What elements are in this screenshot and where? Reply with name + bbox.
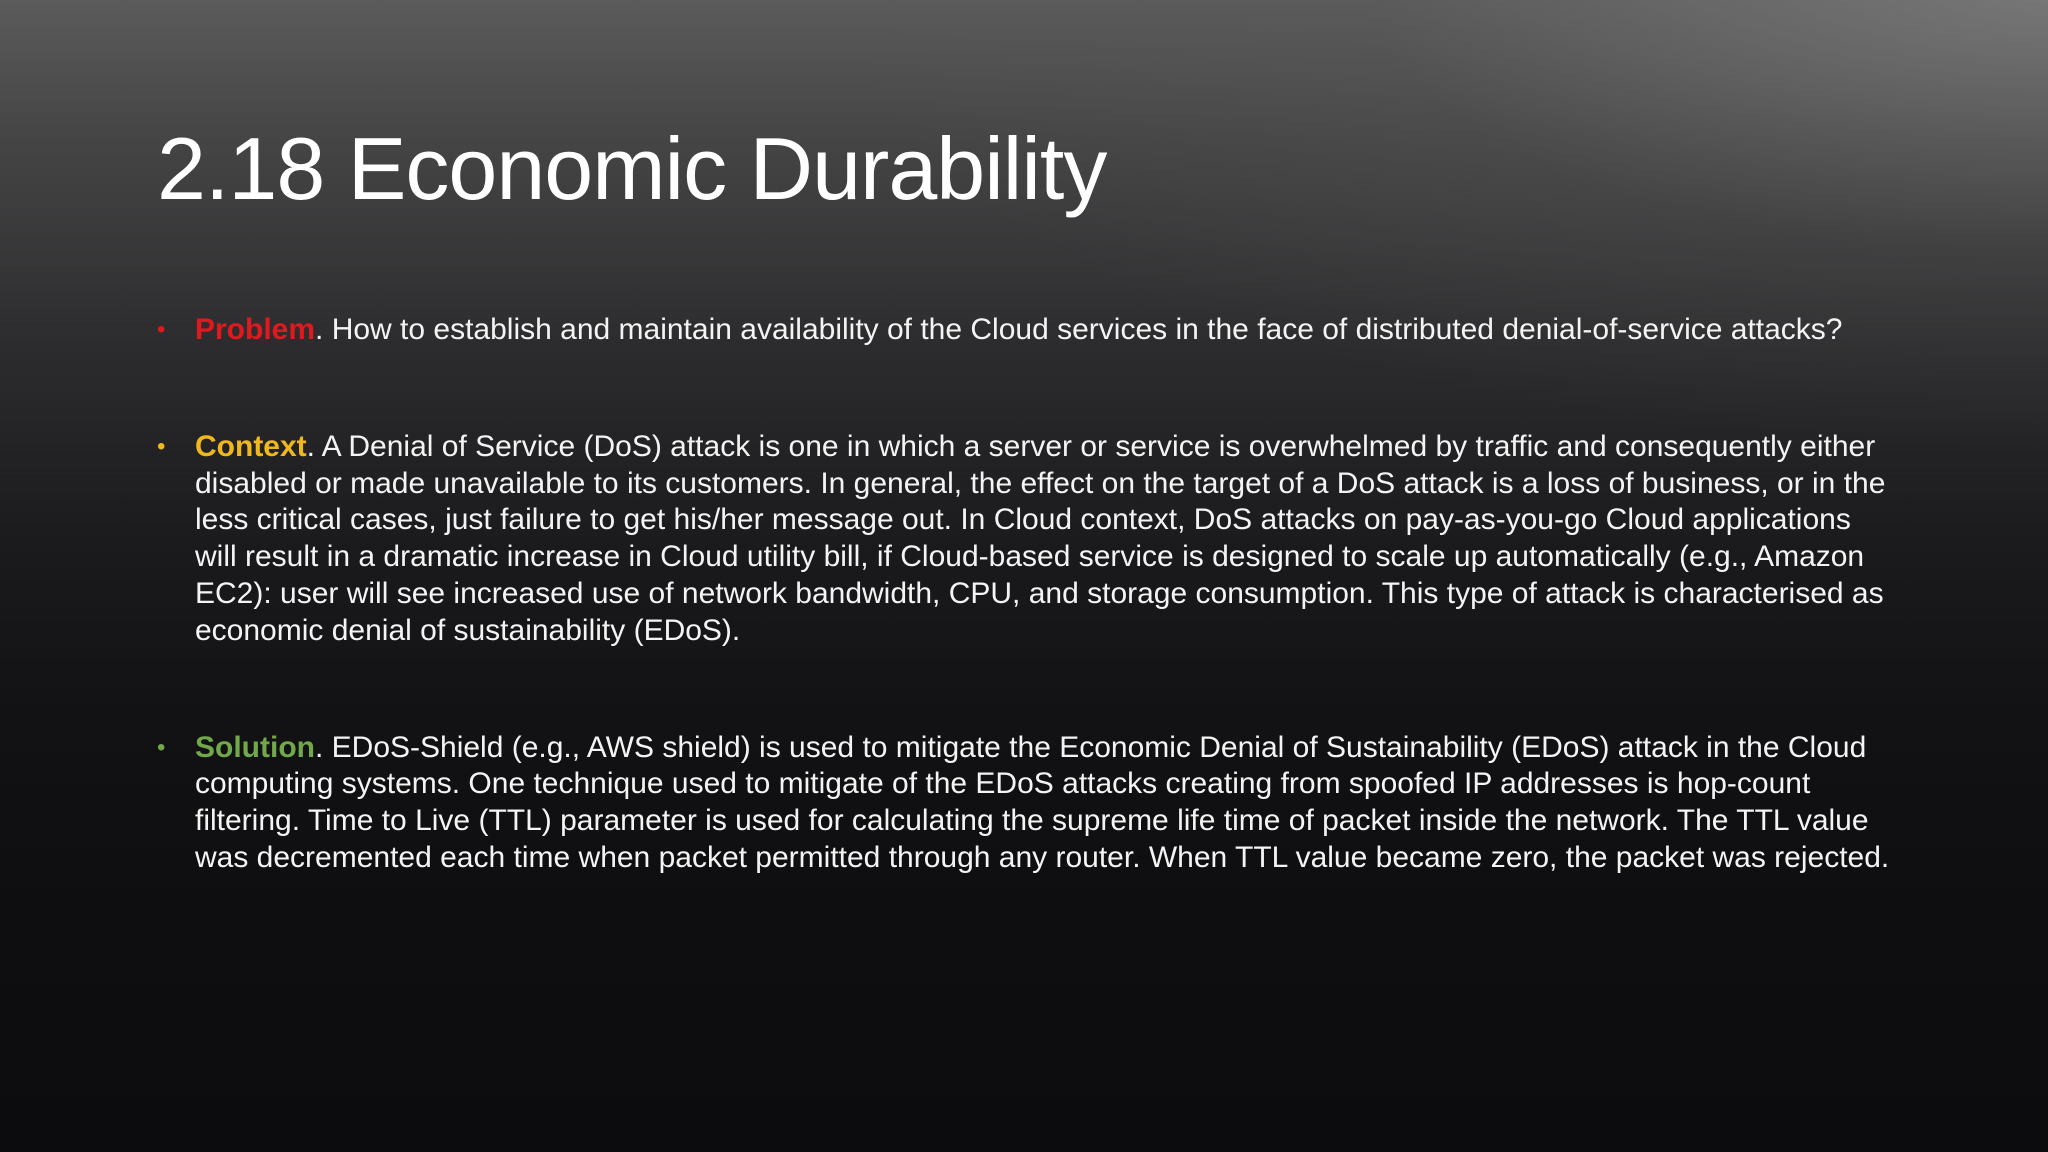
bullet-text: . EDoS-Shield (e.g., AWS shield) is used to mitigate the Economic Denial of Sustainability (EDoS) attack in the Cloud computing systems. One technique used to mitigate of the EDoS attacks creating from spoofed IP addresses is hop-count filtering. Time to Live (TTL) parameter is used for calculating the supreme life time of packet inside the network. The TTL value was decremented each time when packet permitted through any router. When TTL value became zero, the packet was rejected. [195,730,1890,874]
bullet-keyword: Solution [195,730,315,764]
bullet-dot-icon: • [157,733,166,761]
bullet-text: . How to establish and maintain availability of the Cloud services in the face of distributed denial-of-service attacks? [315,313,1843,346]
bullet-keyword: Context [195,429,307,463]
bullet-text: . A Denial of Service (DoS) attack is one in which a server or service is overwhelmed by traffic and consequently either disabled or made unavailable to its customers. In general, the effect on the target of a DoS attack is a loss of business, or in the less critical cases, just failure to get his/her message out. In Cloud context, DoS attacks on pay-as-you-go Cloud applications will result in a dramatic increase in Cloud utility bill, if Cloud-based service is designed to scale up automatically (e.g., Amazon EC2): user will see increased use of network bandwidth, CPU, and storage consumption. This type of attack is characterised as economic denial of sustainability (EDoS). [195,429,1886,647]
bullet-keyword: Problem [195,313,316,346]
bullet-problem [157,312,1897,349]
bullet-dot-icon: • [157,316,166,343]
bullet-list [157,312,1897,877]
bullet-solution [157,730,1897,877]
bullet-dot-icon: • [157,432,166,460]
bullet-context [157,429,1897,650]
slide-title: 2.18 Economic Durability [157,119,1107,218]
